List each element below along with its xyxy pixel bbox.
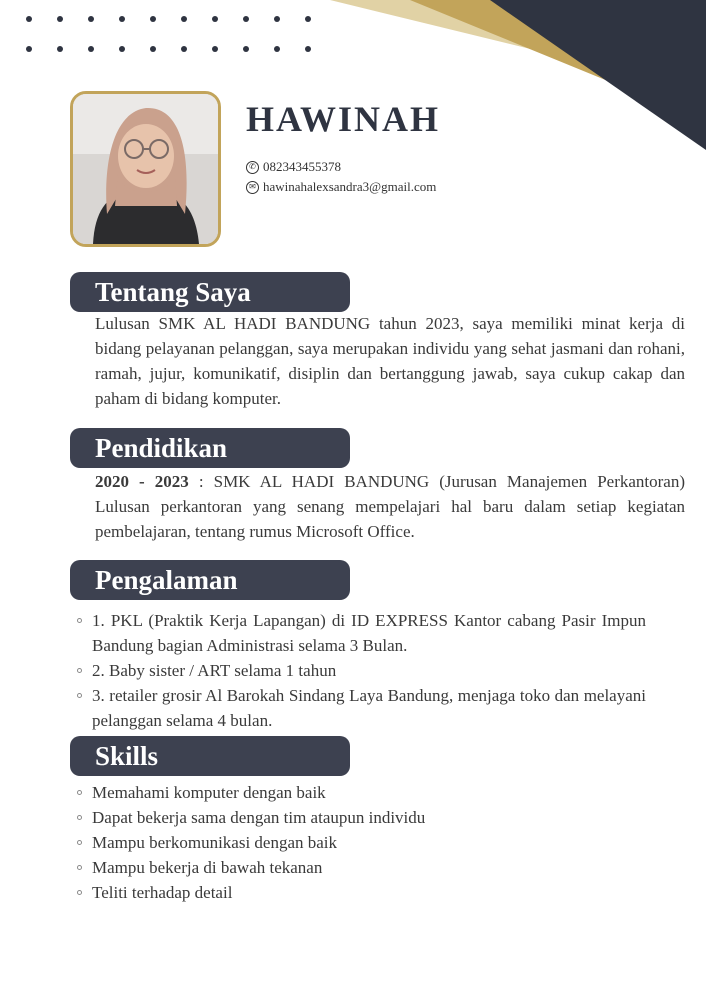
candidate-name: HAWINAH [246, 99, 441, 139]
education-description: : SMK AL HADI BANDUNG (Jurusan Manajemen Perkantoran) Lulusan perkantoran yang senang mempelajari hal baru dalam setiap kegiatan pembelajaran, tentang rumus Microsoft Office. [95, 472, 686, 541]
experience-heading: Pengalaman [70, 560, 350, 600]
skill-item: Memahami komputer dengan baik [76, 780, 646, 805]
education-heading: Pendidikan [70, 428, 350, 468]
email-icon: ✉ [246, 181, 259, 194]
skills-heading: Skills [70, 736, 350, 776]
skill-item: Dapat bekerja sama dengan tim ataupun individu [76, 805, 646, 830]
dot-pattern [26, 12, 326, 57]
skill-item: Mampu berkomunikasi dengan baik [76, 830, 646, 855]
education-period: 2020 - 2023 [95, 472, 189, 491]
education-text [95, 469, 685, 544]
phone-contact [246, 159, 341, 175]
email-address: hawinahalexsandra3@gmail.com [263, 179, 437, 194]
experience-list [76, 608, 646, 733]
skill-item: Teliti terhadap detail [76, 880, 646, 905]
email-contact [246, 179, 436, 195]
about-text: Lulusan SMK AL HADI BANDUNG tahun 2023, saya memiliki minat kerja di bidang pelayanan pelanggan, saya merupakan individu yang sehat jasmani dan rohani, ramah, jujur, komunikatif, disiplin dan bertanggung jawab, saya cukup cakap dan paham di bidang komputer. [95, 314, 685, 408]
phone-number: 082343455378 [263, 159, 341, 174]
experience-item: 3. retailer grosir Al Barokah Sindang Laya Bandung, menjaga toko dan melayani pelanggan selama 4 bulan. [76, 683, 646, 733]
about-heading: Tentang Saya [70, 272, 350, 312]
profile-photo [70, 91, 221, 247]
phone-icon: ✆ [246, 161, 259, 174]
experience-item: 2. Baby sister / ART selama 1 tahun [76, 658, 646, 683]
experience-item: 1. PKL (Praktik Kerja Lapangan) di ID EXPRESS Kantor cabang Pasir Impun Bandung bagian Administrasi selama 3 Bulan. [76, 608, 646, 658]
skill-item: Mampu bekerja di bawah tekanan [76, 855, 646, 880]
skills-list [76, 780, 646, 905]
